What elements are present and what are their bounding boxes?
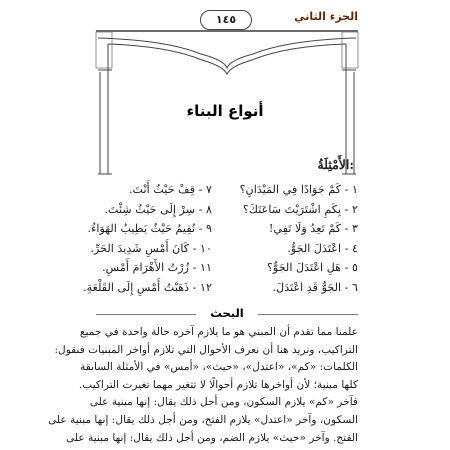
example-row: [83, 278, 358, 298]
page-number-badge: ١٤٥: [200, 10, 252, 30]
text-line: الفتح. وآخر «حيث» يلازم الضم، ومن أجل ذلك يقال: إنها مبنية على: [66, 431, 358, 444]
example-item: ٧ - قِفْ حَيْثُ أَنْتَ.: [129, 183, 212, 196]
part-label: الجزء الثاني: [294, 10, 358, 23]
text-line: فآخر «كم» يلازم السكون، ومن أجل ذلك يقال: إنها مبنية على: [89, 396, 358, 409]
example-item: ١١ - زُرْتُ الأَهْرَامَ أَمْسِ.: [102, 261, 212, 274]
example-row: [90, 239, 358, 259]
example-item: ١٢ - ذَهَبْتُ أَمْسِ إِلَى القَلْعَةِ.: [83, 280, 212, 294]
section-label: البحث: [210, 306, 244, 320]
example-item: ٦ - الجَوُّ قَدِ اعْتَدَلَ.: [272, 280, 358, 294]
text-line: الكلمات: «كم»، «اعتدل»، «حيث»، «أمس» في الأمثلة السابقة: [80, 361, 358, 374]
page-header: [96, 8, 358, 32]
examples-list: [83, 180, 358, 297]
example-item: ٩ - نُقِيمُ حَيْثُ يَطِيبُ الهَوَاءُ.: [87, 222, 212, 235]
example-item: ٣ - كَمْ تَعِدُ وَلَا تَفِي!: [268, 222, 358, 235]
section-separator: [96, 307, 358, 321]
example-row: [96, 200, 358, 220]
text-line: علمنا مما تقدم أن المبني هو ما يلازم آخره حالة واحدة في جميع: [79, 326, 358, 338]
example-item: ٥ - هَلِ اعْتَدَلَ الجَوُّ؟: [266, 261, 358, 274]
text-line: كلها مبنية؛ لأن أواخرها تلازم أحوالًا لا تتغير مهما تغيرت التراكيب.: [78, 378, 358, 391]
examples-label: الأَمْثِلَةُ:: [317, 157, 354, 172]
example-row: [96, 180, 358, 200]
text-line: التراكيب، ونريد هنا أن نعرف الأحوال التي تلازم أواخر المبنيات فنقول:: [54, 343, 358, 356]
lesson-title: أنواع البناء: [186, 102, 264, 120]
text-line: السكون، وآخر «اعتدل» يلازم الفتح، ومن أجل ذلك يقال: إنها مبنية على: [48, 413, 358, 426]
example-row: [96, 258, 358, 278]
example-item: ٨ - سِرْ إِلَى حَيْثُ شِئْتَ.: [104, 202, 212, 216]
example-item: ٢ - بِكَمِ اشْتَرَيْتَ سَاعَتَكَ؟: [242, 202, 358, 216]
discussion-text: [48, 324, 358, 447]
example-item: ١٠ - كَانَ أَمْسِ شَدِيدَ الحَرِّ.: [90, 241, 212, 255]
example-item: ١ - كَمْ جَوَادًا فِي المَيْدَانِ؟: [239, 183, 358, 196]
example-row: [87, 219, 358, 239]
example-item: ٤ - اعْتَدَلَ الجَوُّ.: [287, 241, 358, 255]
